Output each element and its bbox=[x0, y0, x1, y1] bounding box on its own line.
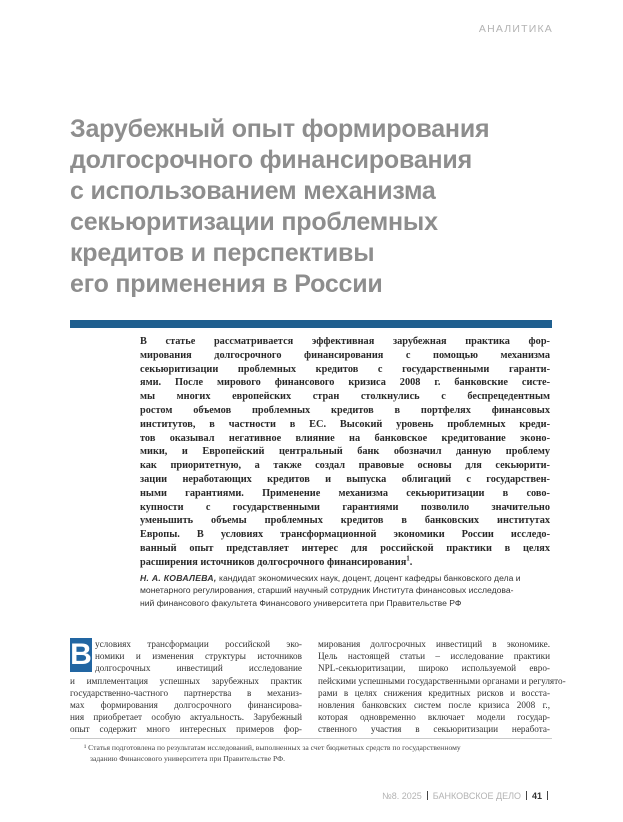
body-line: долгосрочных инвестиций исследование bbox=[95, 663, 302, 674]
footer-separator bbox=[547, 791, 548, 800]
body-line: и имплементация успешных зарубежных практик bbox=[70, 675, 302, 686]
journal-name: БАНКОВСКОЕ ДЕЛО bbox=[432, 791, 521, 801]
title-line: секьюритизации проблемных bbox=[70, 208, 438, 236]
body-line: опыт содержит много интересных примеров фор- bbox=[70, 724, 302, 735]
abstract-line: Европы. В условиях трансформационной экономики России исследо- bbox=[140, 529, 550, 541]
abstract-line: ями. После мирового финансового кризиса 2008 г. банковские систе- bbox=[140, 377, 550, 389]
abstract-line: тов оказывал негативное влияние на банковское кредитование эконо- bbox=[140, 432, 550, 444]
body-column-left bbox=[70, 638, 302, 736]
abstract-line: мики, и Европейский центральный банк обозначил данную проблему bbox=[140, 446, 550, 458]
abstract-line: купности с государственными гарантиями позволило значительно bbox=[140, 501, 550, 513]
section-label: АНАЛИТИКА bbox=[478, 23, 553, 35]
author-line: ний финансового факультета Финансового университета при Правительстве РФ bbox=[140, 597, 462, 608]
author-info bbox=[140, 572, 552, 609]
page-footer bbox=[382, 791, 553, 801]
abstract-line: секьюритизации проблемных кредитов с государственными гаранти- bbox=[140, 363, 550, 375]
body-line: мах формирования долгосрочного финансирова- bbox=[70, 700, 302, 711]
abstract-line: уменьшить объемы проблемных кредитов в банковских институтах bbox=[140, 515, 550, 527]
issue-number: №8. 2025 bbox=[382, 791, 422, 801]
abstract-line: мы многих европейских стран столкнулись с беспрецедентным bbox=[140, 391, 550, 403]
abstract-line: В статье рассматривается эффективная зарубежная практика фор- bbox=[140, 336, 550, 347]
title-line: с использованием механизма bbox=[70, 177, 436, 205]
footnote-line: заданию Финансового университета при Правительстве РФ. bbox=[90, 753, 285, 763]
abstract-line: зации неработающих кредитов и выпуска облигаций с государствен- bbox=[140, 473, 550, 485]
title-divider-bar bbox=[70, 320, 552, 328]
footnote-divider bbox=[70, 738, 552, 739]
article-title bbox=[70, 114, 590, 300]
title-line: его применения в России bbox=[70, 270, 383, 298]
body-line: государственно-частного партнерства в механиз- bbox=[70, 687, 302, 698]
footnote bbox=[84, 743, 544, 764]
body-line: которая одновременно включает модели государ- bbox=[318, 712, 550, 723]
body-line: мирования долгосрочных инвестиций в экономике. bbox=[318, 639, 550, 649]
drop-cap: В bbox=[70, 638, 92, 671]
abstract-end-punctuation: . bbox=[409, 556, 413, 568]
abstract-line: институтов, в частности в ЕС. Высокий уровень проблемных креди- bbox=[140, 418, 550, 430]
title-line: долгосрочного финансирования bbox=[70, 146, 472, 174]
body-column-right bbox=[318, 638, 566, 736]
abstract-line: ванный опыт представляет интерес для российской практики в целях bbox=[140, 542, 550, 554]
footer-separator bbox=[526, 791, 527, 800]
author-name: Н. А. КОВАЛЕВА, bbox=[140, 573, 217, 583]
author-credentials: кандидат экономических наук, доцент, доцент кафедры банковского дела и bbox=[216, 573, 521, 583]
body-line: Цель настоящей статьи – исследование практики bbox=[318, 651, 550, 662]
body-line: новления банковских систем после кризиса 2008 г., bbox=[318, 700, 550, 711]
author-line bbox=[140, 572, 552, 584]
body-line: ственного участия в секьюритизации неработа- bbox=[318, 724, 550, 735]
body-line: пейскими успешными государственными органами и регулято- bbox=[318, 675, 566, 686]
body-line: NPL-секьюритизации, широко используемой евро- bbox=[318, 663, 550, 674]
footer-separator bbox=[427, 791, 428, 800]
abstract-last-text: расширения источников долгосрочного финансирования bbox=[140, 556, 407, 568]
title-line: кредитов и перспективы bbox=[70, 239, 375, 267]
abstract-line: ными гарантиями. Применение механизма секьюритизации в сово- bbox=[140, 487, 550, 499]
footnote-line: ¹ Статья подготовлена по результатам исследований, выполненных за счет бюджетных средств по государственному bbox=[84, 743, 461, 752]
footnote-mark: 1 bbox=[406, 554, 410, 563]
body-line: рами в целях снижения кредитных рисков и восста- bbox=[318, 687, 550, 698]
body-line: номики и изменения структуры источников bbox=[95, 651, 302, 662]
article-abstract bbox=[140, 335, 550, 570]
abstract-line bbox=[140, 556, 550, 570]
abstract-line: мирования долгосрочного финансирования с помощью механизма bbox=[140, 349, 550, 361]
abstract-line: ростом объемов проблемных кредитов в портфелях финансовых bbox=[140, 404, 550, 416]
body-line: ния приобретает особую актуальность. Зарубежный bbox=[70, 712, 302, 723]
title-line: Зарубежный опыт формирования bbox=[70, 115, 490, 143]
body-line: условиях трансформации российской эко- bbox=[95, 639, 302, 649]
page-number: 41 bbox=[531, 791, 542, 801]
abstract-line: как приоритетную, а также создал правовые основы для секьюрити- bbox=[140, 460, 550, 472]
author-line: монетарного регулирования, старший научный сотрудник Института финансовых исследова- bbox=[140, 585, 514, 596]
